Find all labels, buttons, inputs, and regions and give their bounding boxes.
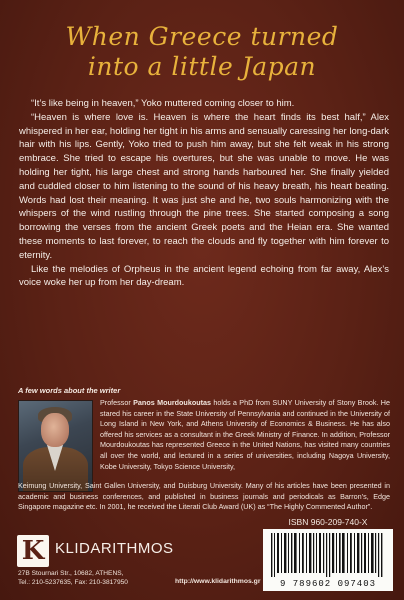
- book-title-line-1: When Greece turned: [65, 22, 339, 51]
- excerpt-paragraph: “Heaven is where love is. Heaven is where the heart finds its best half,” Alex whispered in her ear, holding her tight in his arms and sensually caressing her long-dark hair with his lips. Gently, Yoko tried to push him away, but she felt weak in his strong embrace. She tried to escape his overtures, but she was unable to move. He was holding her tight, his large chest and strong hands harboured her. She finally yielded and cuddled closer to him listening to the sound of his heavy breath, his heart beating. Words had lost their meaning. It was just she and he, two souls harmonizing with the whispers of the wind rustling through the pine trees. She started composing a song borrowing the verses from the ancient Greek poets and the Heian era. She wanted these moments to last forever, to reach the clouds and fly together with him forever to eternity.: [19, 111, 389, 261]
- book-title-line-2: into a little Japan: [87, 52, 317, 81]
- barcode-bars-icon: [269, 533, 387, 577]
- barcode: [263, 529, 393, 591]
- excerpt-paragraph: “It’s like being in heaven,” Yoko muttered coming closer to him.: [31, 98, 295, 109]
- isbn-label: ISBN 960-209-740-X: [288, 517, 368, 527]
- author-bio: Professor Panos Mourdoukoutas holds a PhD from SUNY University of Stony Brook. He stared his career in the State University of Pennsylvania and continued in the University of Long Island in New York, and Athens University of Economics & Business. He has also offered his services as a consultant in the Greek Ministry of Finance. In addition, Professor Mourdoukoutas has represented Greece in the United Nations, has visited many countries all over the world, and lectured in a series of universities, including Nagoya University, Kobe University, Tokyo Science University,: [100, 398, 390, 471]
- writer-heading: A few words about the writer: [18, 386, 121, 395]
- barcode-number: 9 789602 097403: [279, 579, 376, 589]
- excerpt-paragraph: Like the melodies of Orpheus in the ancient legend echoing from far away, Alex’s voice woke her up from her day-dream.: [19, 263, 389, 289]
- excerpt: [19, 97, 389, 290]
- author-name: Panos Mourdoukoutas: [133, 398, 211, 407]
- author-bio-continued: Keimung University, Saint Gallen University, and Duisburg University. Many of his articles have been presented in academic and business conferences, and published in business journals and periodicals as Barron’s, Edge Singapore magazine etc. In 2001, he received the Literati Club Award (UK) as “The Highly Commented Author”.: [18, 481, 390, 512]
- publisher-logo-letter: K: [21, 536, 45, 566]
- publisher-phone: Tel.: 210-5237635, Fax: 210-3817950: [18, 579, 128, 586]
- author-photo: [18, 400, 93, 492]
- publisher-url[interactable]: http://www.klidarithmos.gr: [175, 578, 261, 585]
- publisher-logo: [17, 535, 49, 567]
- publisher-name: KLIDARITHMOS: [55, 540, 174, 557]
- publisher-address: 27B Stournari Str., 10682, ATHENS,: [18, 570, 124, 577]
